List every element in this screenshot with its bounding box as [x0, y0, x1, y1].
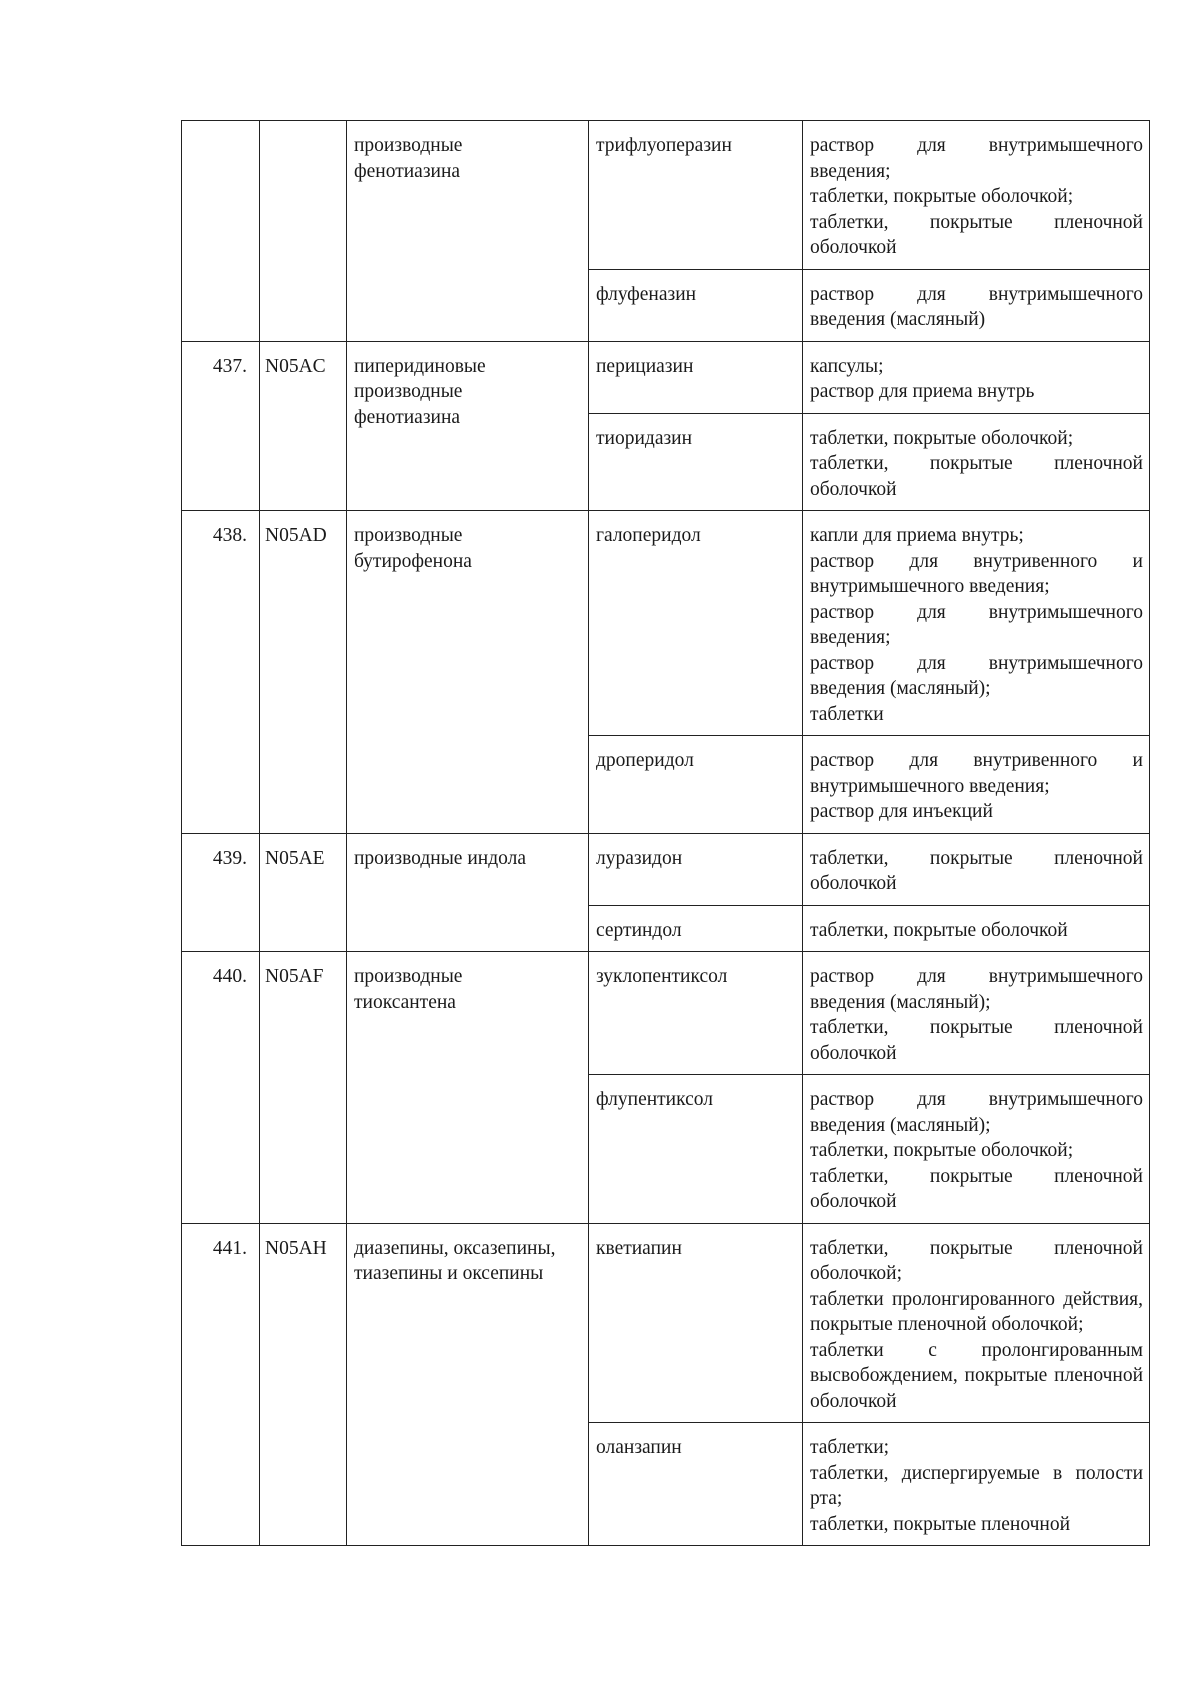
atc-group-name — [347, 1223, 589, 1546]
atc-code: N05AD — [260, 511, 347, 834]
drug-name: тиоридазин — [589, 413, 803, 511]
atc-group-name — [347, 952, 589, 1224]
dosage-form-item: таблетки, покрытые пленочной оболочкой — [810, 847, 1143, 894]
dosage-form-item: таблетки с пролонгированным высвобождением, покрытые пленочной оболочкой — [810, 1339, 1143, 1412]
row-number: 440. — [182, 952, 260, 1224]
atc-code: N05AE — [260, 833, 347, 952]
dosage-form-item: раствор для внутримышечного введения; — [810, 601, 1143, 648]
dosage-form-item: раствор для внутримышечного введения (масляный); — [810, 1089, 1143, 1136]
group-name-line: производные — [354, 966, 463, 987]
dosage-forms — [803, 736, 1150, 834]
table-row — [182, 952, 1150, 1075]
drug-name: перициазин — [589, 341, 803, 413]
table-row — [182, 1223, 1150, 1423]
row-number: 439. — [182, 833, 260, 952]
drug-name: дроперидол — [589, 736, 803, 834]
atc-code: N05AH — [260, 1223, 347, 1546]
dosage-form-item: таблетки, покрытые оболочкой; — [810, 186, 1074, 207]
drug-name: трифлуоперазин — [589, 121, 803, 270]
dosage-form-item: таблетки, покрытые оболочкой; — [810, 1140, 1074, 1161]
dosage-form-item: таблетки, покрытые пленочной оболочкой — [810, 211, 1143, 258]
dosage-forms — [803, 413, 1150, 511]
group-name-line: тиазепины и оксепины — [354, 1263, 544, 1284]
table-row — [182, 121, 1150, 270]
group-name-line: производные — [354, 525, 463, 546]
dosage-form-item: таблетки, покрытые оболочкой — [810, 919, 1068, 941]
table-body — [182, 121, 1150, 1546]
group-name-line: пиперидиновые — [354, 355, 486, 377]
dosage-forms — [803, 121, 1150, 270]
drug-list-table — [181, 120, 1150, 1546]
dosage-form-item: таблетки, покрытые пленочной оболочкой; — [810, 1237, 1143, 1284]
atc-group-name — [347, 341, 589, 511]
drug-name: зуклопентиксол — [589, 952, 803, 1075]
dosage-form-item: раствор для приема внутрь — [810, 381, 1035, 402]
atc-code: N05AF — [260, 952, 347, 1224]
atc-code — [260, 121, 347, 342]
dosage-form-item: раствор для внутривенного и внутримышечного введения; — [810, 550, 1143, 597]
group-name-line: производные — [354, 135, 463, 156]
dosage-form-item: раствор для внутримышечного введения (масляный) — [810, 283, 1143, 330]
table-row — [182, 833, 1150, 905]
dosage-form-item: капли для приема внутрь; — [810, 525, 1024, 546]
dosage-form-item: раствор для внутримышечного введения (масляный); — [810, 966, 1143, 1013]
dosage-form-item: таблетки, покрытые оболочкой; — [810, 427, 1074, 449]
dosage-forms — [803, 833, 1150, 905]
row-number: 438. — [182, 511, 260, 834]
dosage-forms — [803, 269, 1150, 341]
group-name-line: бутирофенона — [354, 550, 472, 572]
dosage-form-item: таблетки, покрытые пленочной оболочкой — [810, 1165, 1143, 1212]
dosage-form-item: таблетки, покрытые пленочной — [810, 1513, 1071, 1535]
group-name-line: фенотиазина — [354, 406, 461, 428]
group-name-line: фенотиазина — [354, 160, 461, 182]
dosage-form-item: таблетки, покрытые пленочной оболочкой — [810, 453, 1143, 500]
drug-name: оланзапин — [589, 1423, 803, 1546]
dosage-forms — [803, 1423, 1150, 1546]
dosage-forms — [803, 952, 1150, 1075]
atc-group-name — [347, 121, 589, 342]
atc-group-name — [347, 833, 589, 952]
group-name-line: диазепины, оксазепины, — [354, 1237, 556, 1259]
group-name-line: производные индола — [354, 847, 526, 869]
drug-name: луразидон — [589, 833, 803, 905]
drug-name: флупентиксол — [589, 1075, 803, 1224]
dosage-form-item: раствор для внутривенного и внутримышечного введения; — [810, 750, 1143, 797]
table-row — [182, 341, 1150, 413]
dosage-form-item: таблетки, покрытые пленочной оболочкой — [810, 1017, 1143, 1064]
dosage-forms — [803, 1075, 1150, 1224]
atc-code: N05AC — [260, 341, 347, 511]
drug-name: галоперидол — [589, 511, 803, 736]
drug-name: флуфеназин — [589, 269, 803, 341]
dosage-form-item: таблетки пролонгированного действия, покрытые пленочной оболочкой; — [810, 1288, 1143, 1335]
drug-name: кветиапин — [589, 1223, 803, 1423]
group-name-line: производные — [354, 381, 463, 402]
dosage-forms — [803, 341, 1150, 413]
atc-group-name — [347, 511, 589, 834]
row-number: 441. — [182, 1223, 260, 1546]
row-number: 437. — [182, 341, 260, 511]
dosage-form-item: раствор для инъекций — [810, 801, 993, 822]
dosage-form-item: таблетки — [810, 703, 884, 725]
dosage-forms — [803, 511, 1150, 736]
dosage-form-item: раствор для внутримышечного введения; — [810, 135, 1143, 182]
dosage-form-item: раствор для внутримышечного введения (масляный); — [810, 652, 1143, 699]
dosage-forms — [803, 905, 1150, 952]
dosage-forms — [803, 1223, 1150, 1423]
dosage-form-item: капсулы; — [810, 355, 884, 377]
drug-name: сертиндол — [589, 905, 803, 952]
dosage-form-item: таблетки; — [810, 1437, 890, 1458]
dosage-form-item: таблетки, диспергируемые в полости рта; — [810, 1462, 1143, 1509]
table-row — [182, 511, 1150, 736]
row-number — [182, 121, 260, 342]
group-name-line: тиоксантена — [354, 991, 456, 1013]
